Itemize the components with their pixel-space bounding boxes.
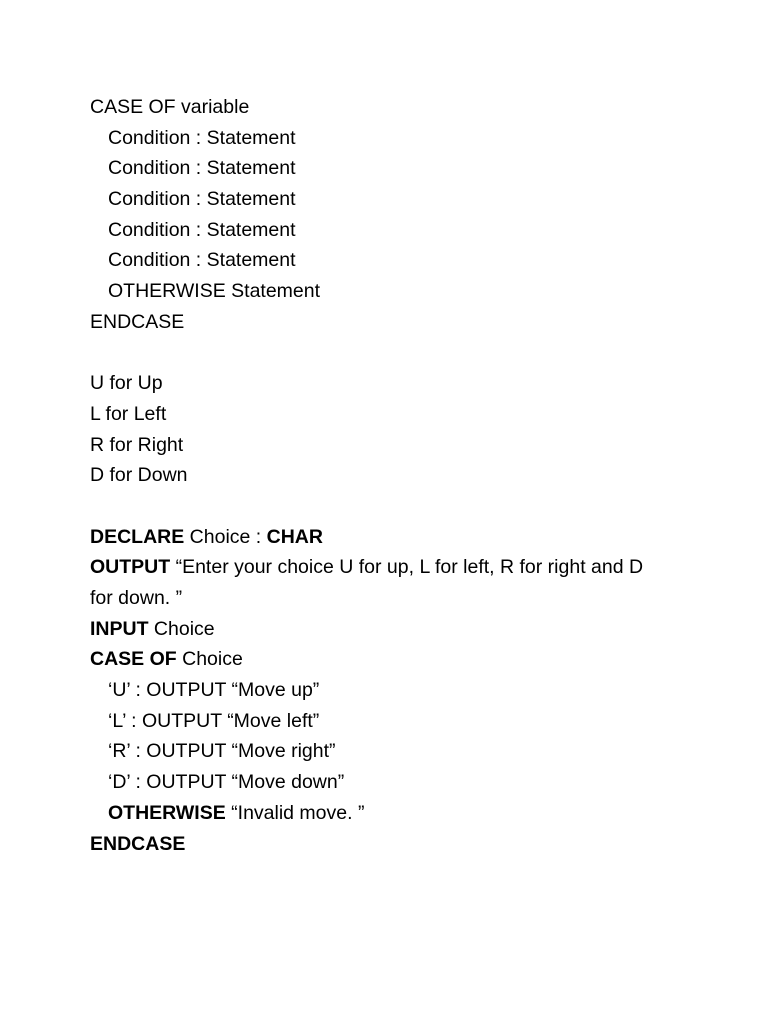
otherwise-keyword: OTHERWISE [108, 801, 226, 824]
output-keyword: OUTPUT [90, 556, 171, 579]
declare-line [90, 522, 710, 553]
syntax-header: CASE OF variable [90, 96, 250, 118]
legend-item: L for Left [90, 402, 167, 425]
syntax-condition-line: Condition : Statement [108, 188, 296, 211]
declare-variable: Choice : [184, 525, 267, 548]
input-keyword: INPUT [90, 617, 149, 640]
syntax-condition-line: Condition : Statement [108, 157, 296, 180]
case-branch-line: ‘D’ : OUTPUT “Move down” [108, 771, 345, 794]
document-page [90, 92, 710, 859]
declare-keyword: DECLARE [90, 525, 185, 548]
input-variable: Choice [148, 617, 215, 640]
case-branch-line: ‘R’ : OUTPUT “Move right” [108, 740, 336, 763]
syntax-condition-line: Condition : Statement [108, 218, 296, 241]
input-line [90, 614, 710, 645]
declare-type: CHAR [266, 525, 323, 548]
syntax-condition-line: Condition : Statement [108, 249, 296, 272]
legend-item: U for Up [90, 372, 163, 395]
legend-item: R for Right [90, 433, 184, 456]
syntax-endcase: ENDCASE [90, 310, 185, 333]
endcase-keyword: ENDCASE [90, 832, 186, 855]
blank-line [90, 491, 710, 522]
otherwise-line [90, 798, 710, 829]
case-variable: Choice [176, 648, 243, 671]
case-branch-line: ‘U’ : OUTPUT “Move up” [108, 679, 320, 702]
legend-item: D for Down [90, 464, 188, 487]
syntax-otherwise-line: OTHERWISE Statement [108, 280, 321, 303]
case-keyword: CASE OF [90, 648, 177, 671]
output-prompt-text: “Enter your choice U for up, L for left, R for right and D [170, 556, 644, 579]
blank-line [90, 338, 710, 369]
output-continuation-line: for down. ” [90, 587, 183, 609]
case-branch-line: ‘L’ : OUTPUT “Move left” [108, 709, 320, 732]
syntax-condition-line: Condition : Statement [108, 126, 296, 149]
otherwise-text: “Invalid move. ” [225, 801, 365, 824]
output-line [90, 552, 710, 583]
case-line [90, 644, 710, 675]
